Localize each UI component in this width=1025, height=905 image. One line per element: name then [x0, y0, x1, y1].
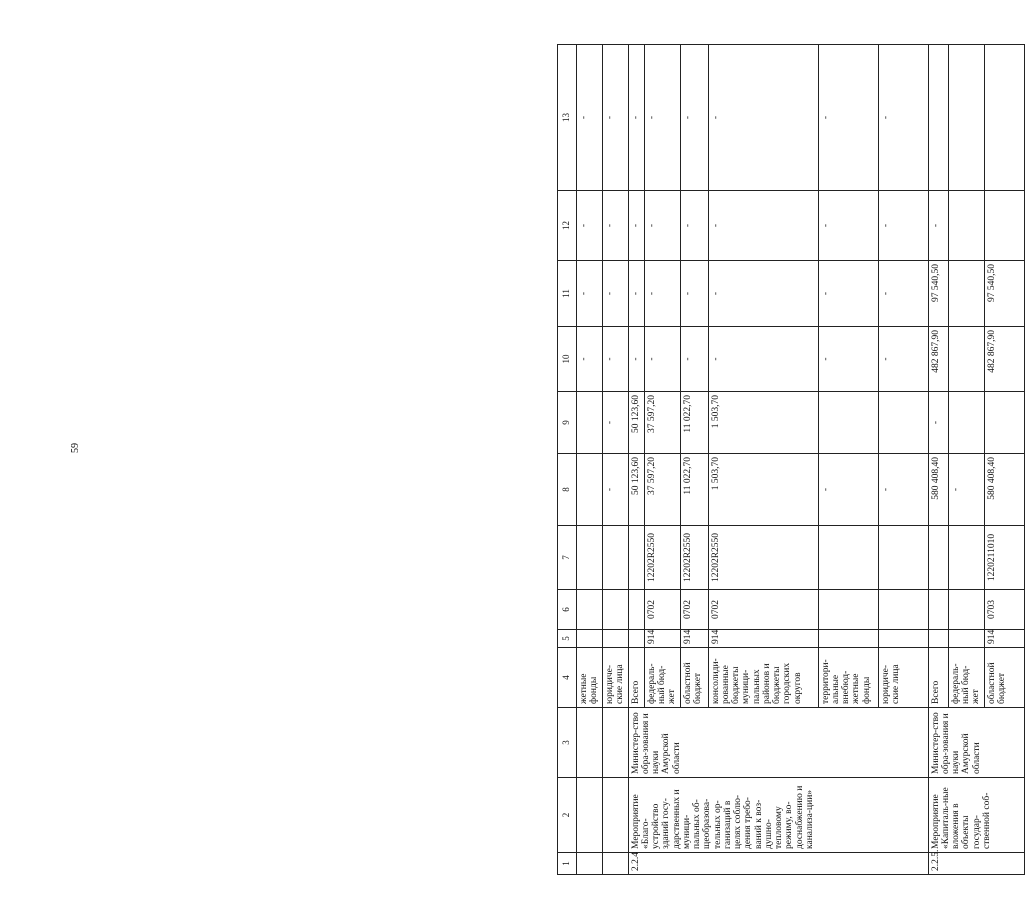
cell-y4: -	[628, 191, 644, 261]
cell-section	[948, 590, 984, 630]
header-cell: 9	[558, 392, 577, 454]
cell-total: 11 022,70	[680, 454, 708, 526]
cell-target	[818, 526, 878, 590]
cell-source: областной бюджет	[984, 648, 1024, 708]
cell-y2: -	[644, 327, 680, 392]
cell-y4	[948, 191, 984, 261]
header-cell: 11	[558, 261, 577, 327]
cell-source: жетные фонды	[577, 648, 603, 708]
cell-y5: -	[878, 45, 928, 191]
cell-y2: 482 867,90	[928, 327, 948, 392]
cell-y4: -	[878, 191, 928, 261]
cell-section: 0702	[708, 590, 818, 630]
cell-y1	[577, 392, 603, 454]
cell-target	[603, 526, 629, 590]
cell-total: -	[603, 454, 629, 526]
cell-target: 12202R2550	[644, 526, 680, 590]
cell-target	[577, 526, 603, 590]
cell-y1: 50 123,60	[628, 392, 644, 454]
cell-target	[948, 526, 984, 590]
cell-source: федераль-ный бюд-жет	[948, 648, 984, 708]
cell-y1	[984, 392, 1024, 454]
cell-target	[878, 526, 928, 590]
cell-source: областной бюджет	[680, 648, 708, 708]
cell-y3	[948, 261, 984, 327]
cell-executor	[577, 708, 603, 778]
cell-grbs: 914	[984, 630, 1024, 648]
cell-source: консолиди-рованные бюджеты муници-пальных районов и бюджеты городских округов	[708, 648, 818, 708]
cell-y1: -	[928, 392, 948, 454]
cell-y1: 37 597,20	[644, 392, 680, 454]
cell-section	[818, 590, 878, 630]
cell-executor	[603, 708, 629, 778]
cell-activity	[577, 778, 603, 853]
header-cell: 4	[558, 648, 577, 708]
cell-executor: Министер-ство обра-зования и науки Амурской области	[928, 708, 1024, 778]
header-cell: 2	[558, 778, 577, 853]
cell-grbs	[818, 630, 878, 648]
cell-number: 2.2.4	[628, 853, 928, 875]
cell-y3: -	[708, 261, 818, 327]
cell-total: -	[878, 454, 928, 526]
cell-activity: Мероприятие «Благо-устройство зданий госу-дарственных и муници-пальных об-щеобразова-тельных ор-ганизаций в целях соблю-дения требо-ваний к воз-душно-тепловому режиму, во-доснабжению и канализа-ции»	[628, 778, 928, 853]
cell-source: федераль-ный бюд-жет	[644, 648, 680, 708]
cell-y3: -	[603, 261, 629, 327]
table-row	[577, 45, 603, 875]
cell-target	[928, 526, 948, 590]
page-number: 59	[70, 443, 81, 453]
cell-y3: -	[680, 261, 708, 327]
cell-grbs	[948, 630, 984, 648]
cell-section: 0702	[644, 590, 680, 630]
cell-grbs: 914	[680, 630, 708, 648]
cell-source: Всего	[928, 648, 948, 708]
header-row	[558, 45, 577, 875]
cell-section	[928, 590, 948, 630]
cell-target: 12202R2550	[708, 526, 818, 590]
cell-source: Всего	[628, 648, 644, 708]
cell-section	[878, 590, 928, 630]
cell-section	[628, 590, 644, 630]
header-cell: 1	[558, 853, 577, 875]
cell-y4: -	[603, 191, 629, 261]
cell-executor: Министер-ство обра-зования и науки Амурской области	[628, 708, 928, 778]
cell-y5: -	[708, 45, 818, 191]
cell-section: 0703	[984, 590, 1024, 630]
cell-y2: -	[878, 327, 928, 392]
header-cell: 10	[558, 327, 577, 392]
table-row	[628, 45, 644, 875]
cell-grbs	[928, 630, 948, 648]
cell-y1: -	[603, 392, 629, 454]
cell-grbs	[878, 630, 928, 648]
cell-y2: -	[680, 327, 708, 392]
table-row	[928, 45, 948, 875]
cell-number: 2.2.5.	[928, 853, 1024, 875]
cell-total: 50 123,60	[628, 454, 644, 526]
cell-section	[577, 590, 603, 630]
cell-total: -	[818, 454, 878, 526]
cell-y5: -	[644, 45, 680, 191]
cell-target: 1220211010	[984, 526, 1024, 590]
cell-grbs	[603, 630, 629, 648]
cell-source: юридиче-ские лица	[603, 648, 629, 708]
cell-y4: -	[818, 191, 878, 261]
cell-y3: -	[878, 261, 928, 327]
cell-total: 1 503,70	[708, 454, 818, 526]
cell-y4: -	[577, 191, 603, 261]
cell-y2: -	[708, 327, 818, 392]
cell-number	[603, 853, 629, 875]
cell-source: юридиче-ские лица	[878, 648, 928, 708]
header-cell: 13	[558, 45, 577, 191]
budget-table	[557, 44, 1025, 875]
cell-y1	[878, 392, 928, 454]
cell-y5: -	[603, 45, 629, 191]
cell-y5	[984, 45, 1024, 191]
header-cell: 7	[558, 526, 577, 590]
cell-y2: 482 867,90	[984, 327, 1024, 392]
cell-target	[628, 526, 644, 590]
cell-y2: -	[577, 327, 603, 392]
cell-y2: -	[818, 327, 878, 392]
cell-y5: -	[818, 45, 878, 191]
cell-grbs: 914	[644, 630, 680, 648]
cell-section	[603, 590, 629, 630]
cell-total: 37 597,20	[644, 454, 680, 526]
cell-y4: -	[708, 191, 818, 261]
cell-y4: -	[644, 191, 680, 261]
cell-y3: 97 540,50	[928, 261, 948, 327]
cell-target: 12202R2550	[680, 526, 708, 590]
cell-activity	[603, 778, 629, 853]
cell-y1: 11 022,70	[680, 392, 708, 454]
cell-number	[577, 853, 603, 875]
cell-y5: -	[577, 45, 603, 191]
cell-activity: Мероприятие «Капиталь-ные вложения в объекты государ-ственной соб-	[928, 778, 1024, 853]
header-cell: 5	[558, 630, 577, 648]
cell-source: территори-альные внебюд-жетные фонды	[818, 648, 878, 708]
cell-y5: -	[680, 45, 708, 191]
cell-y2	[948, 327, 984, 392]
cell-y4: -	[680, 191, 708, 261]
cell-grbs	[577, 630, 603, 648]
header-cell: 3	[558, 708, 577, 778]
cell-y2: -	[628, 327, 644, 392]
header-cell: 12	[558, 191, 577, 261]
cell-grbs: 914	[708, 630, 818, 648]
cell-total: -	[948, 454, 984, 526]
cell-y4: -	[928, 191, 948, 261]
rotated-table-wrapper	[557, 65, 1014, 875]
cell-grbs	[628, 630, 644, 648]
cell-y4	[984, 191, 1024, 261]
cell-y3: -	[577, 261, 603, 327]
cell-y3: -	[644, 261, 680, 327]
cell-total	[577, 454, 603, 526]
cell-total: 580 408,40	[984, 454, 1024, 526]
cell-y5	[928, 45, 948, 191]
cell-y1	[948, 392, 984, 454]
table-row	[603, 45, 629, 875]
header-cell: 6	[558, 590, 577, 630]
cell-y3: -	[628, 261, 644, 327]
cell-total: 580 408,40	[928, 454, 948, 526]
cell-y1	[818, 392, 878, 454]
cell-y5	[948, 45, 984, 191]
cell-y3: -	[818, 261, 878, 327]
cell-y1: 1 503,70	[708, 392, 818, 454]
cell-section: 0702	[680, 590, 708, 630]
cell-y5: -	[628, 45, 644, 191]
header-cell: 8	[558, 454, 577, 526]
cell-y2: -	[603, 327, 629, 392]
cell-y3: 97 540,50	[984, 261, 1024, 327]
